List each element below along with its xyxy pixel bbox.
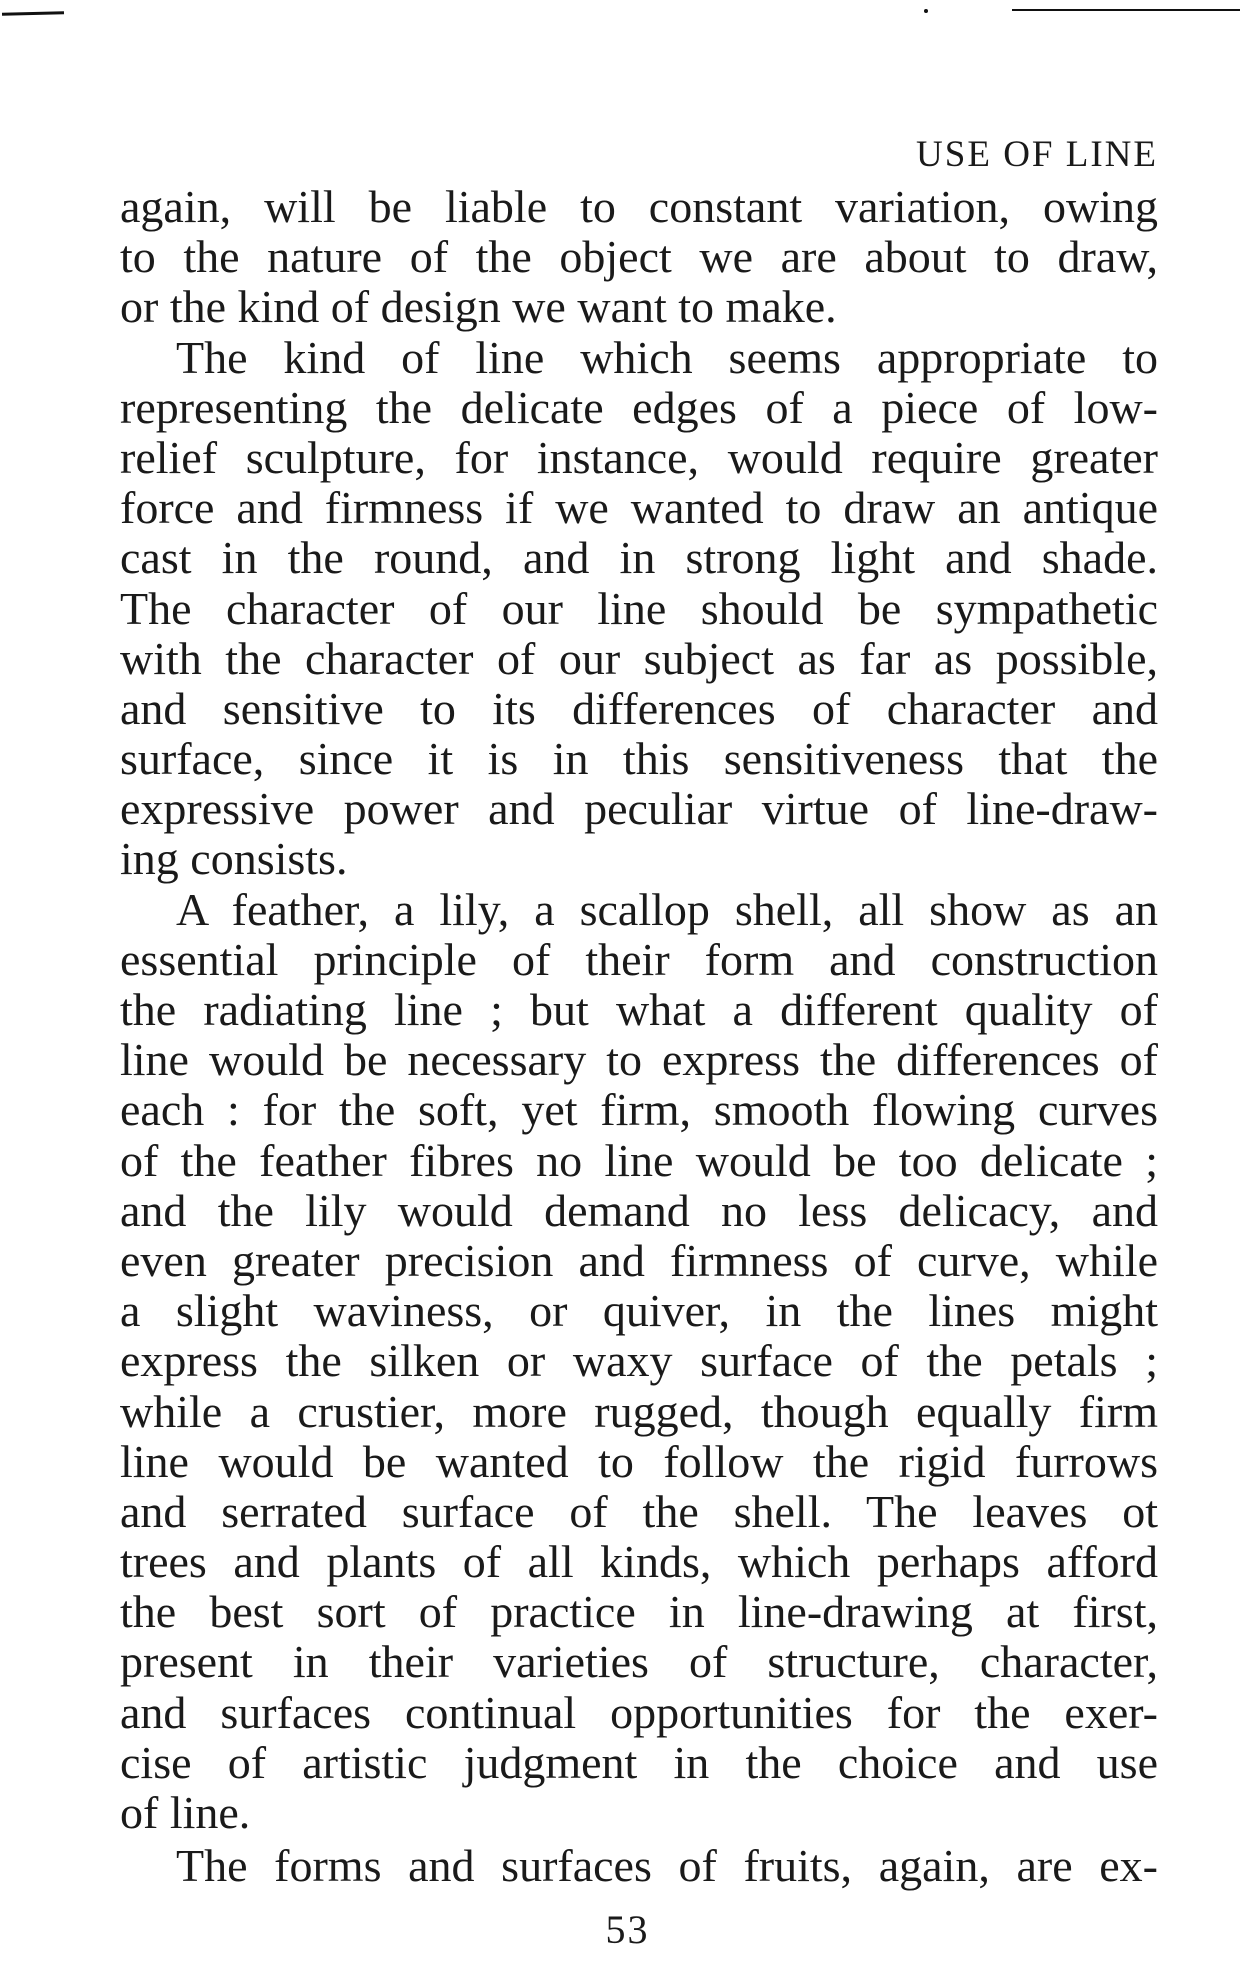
text-line: The kind of line which seems appropriate to (176, 331, 1158, 383)
page-number: 53 (605, 1907, 650, 1952)
text-line: with the character of our subject as far as possible, (120, 632, 1158, 684)
text-line: and sensitive to its differences of character and (120, 682, 1158, 734)
text-line: A feather, a lily, a scallop shell, all show as an (176, 883, 1158, 935)
text-line: of line. (120, 1787, 251, 1838)
text-line: cise of artistic judgment in the choice and use (120, 1736, 1158, 1788)
text-line: again, will be liable to constant variation, owing (120, 181, 1158, 232)
text-line: The forms and surfaces of fruits, again, are ex- (176, 1840, 1158, 1892)
text-line: and surfaces continual opportunities for the exer- (120, 1686, 1158, 1738)
text-line: expressive power and peculiar virtue of line-draw- (120, 783, 1158, 835)
text-line: cast in the round, and in strong light and shade. (120, 532, 1158, 584)
text-line: The character of our line should be sympathetic (120, 582, 1158, 634)
text-line: surface, since it is in this sensitiveness that the (120, 733, 1158, 785)
text-line: ing consists. (120, 833, 348, 885)
text-line: relief sculpture, for instance, would require greater (120, 431, 1158, 483)
scan-mark-top-left (2, 11, 64, 16)
text-line: or the kind of design we want to make. (120, 281, 837, 333)
text-line: essential principle of their form and construction (120, 933, 1158, 985)
text-line: and serrated surface of the shell. The leaves ot (120, 1485, 1158, 1537)
text-line: while a crustier, more rugged, though equally firm (120, 1385, 1158, 1437)
text-line: of the feather fibres no line would be too delicate ; (120, 1134, 1158, 1186)
text-line: and the lily would demand no less delicacy, and (120, 1184, 1158, 1236)
scan-dot-top (924, 9, 928, 13)
text-line: the best sort of practice in line-drawing at first, (120, 1586, 1158, 1638)
text-line: trees and plants of all kinds, which perhaps afford (120, 1536, 1158, 1588)
text-line: line would be wanted to follow the rigid furrows (120, 1435, 1158, 1487)
running-head: USE OF LINE (916, 134, 1158, 175)
text-line: even greater precision and firmness of curve, while (120, 1234, 1158, 1286)
text-line: each : for the soft, yet firm, smooth flowing curves (120, 1084, 1158, 1136)
text-line: force and firmness if we wanted to draw an antique (120, 482, 1158, 534)
text-line: representing the delicate edges of a piece of low- (120, 381, 1158, 433)
text-line: the radiating line ; but what a different quality of (120, 984, 1158, 1035)
text-line: express the silken or waxy surface of the petals ; (120, 1335, 1158, 1387)
text-line: to the nature of the object we are about to draw, (120, 231, 1158, 283)
text-line: present in their varieties of structure, character, (120, 1636, 1158, 1688)
body-text (120, 182, 1158, 1891)
text-line: line would be necessary to express the differences of (120, 1034, 1158, 1086)
text-line: a slight waviness, or quiver, in the lines might (120, 1285, 1158, 1337)
scan-mark-top-right (1012, 9, 1240, 11)
